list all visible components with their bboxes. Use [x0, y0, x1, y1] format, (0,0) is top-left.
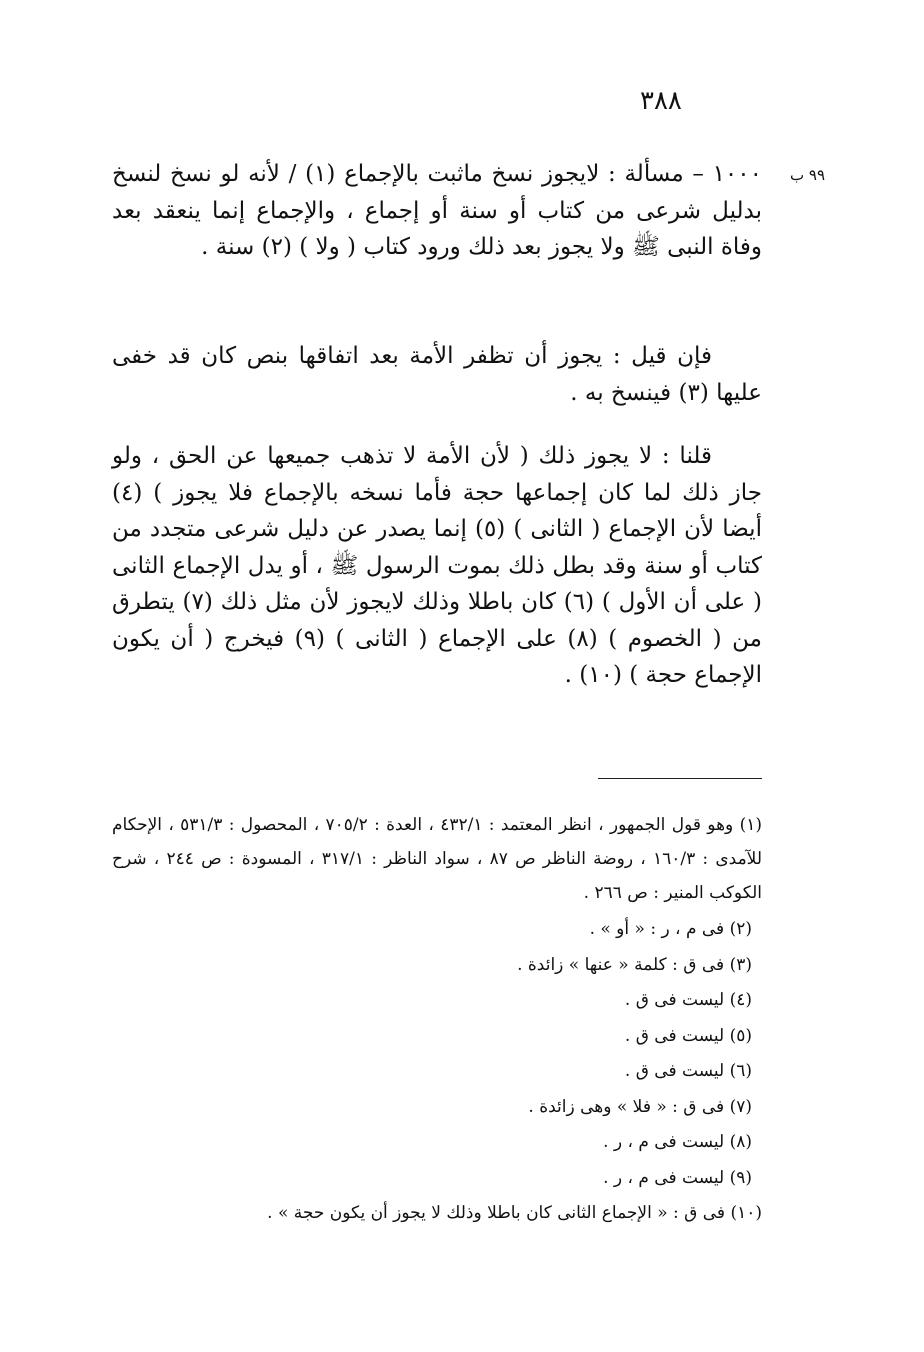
page-number: ٣٨٨ [640, 86, 682, 116]
footnote-5: (٥) ليست فى ق . [624, 1025, 752, 1046]
margin-folio-note: ٩٩ ب [790, 166, 826, 184]
footnote-10: (١٠) فى ق : « الإجماع الثانى كان باطلا وذلك لا يجوز أن يكون حجة » . [267, 1203, 762, 1223]
footnote-1: (١) وهو قول الجمهور ، انظر المعتمد : ٤٣٢/١ ، العدة : ٧٠٥/٢ ، المحصول : ٥٣١/٣ ، الإحكام للآمدى : ١٦٠/٣ ، روضة الناظر ص ٨٧ ، سواد الناظر : ٣١٧/١ ، المسودة : ص ٢٤٤ ، شرح الكوكب المنير : ص ٢٦٦ . [112, 815, 762, 903]
footnote-2: (٢) فى م ، ر : « أو » . [589, 919, 752, 939]
footnote-9: (٩) ليست فى م ، ر . [603, 1167, 752, 1188]
footnote-divider [598, 778, 762, 779]
paragraph-reply: قلنا : لا يجوز ذلك ( لأن الأمة لا تذهب جميعها عن الحق ، ولو جاز ذلك لما كان إجماعها حجة فأما نسخه بالإجماع فلا يجوز ) (٤) أيضا لأن الإجماع ( الثانى ) (٥) إنما يصدر عن دليل شرعى متجدد من كتاب أو سنة وقد بطل ذلك بموت الرسول ﷺ ، أو يدل الإجماع الثانى ( على أن الأول ) (٦) كان باطلا وذلك لايجوز لأن مثل ذلك (٧) يتطرق من ( الخصوم ) (٨) على الإجماع ( الثانى ) (٩) فيخرج ( أن يكون الإجماع حجة ) (١٠) . [112, 443, 762, 688]
footnote-7: (٧) فى ق : « فلا » وهى زائدة . [528, 1096, 752, 1117]
footnote-3: (٣) فى ق : كلمة « عنها » زائدة . [517, 954, 752, 975]
footnote-6: (٦) ليست فى ق . [624, 1061, 752, 1081]
paragraph-issue-1000: ١٠٠٠ – مسألة : لايجوز نسخ ماثبت بالإجماع (١) / لأنه لو نسخ لنسخ بدليل شرعى من كتاب أو سنة أو إجماع ، والإجماع إنما ينعقد بعد وفاة النبى ﷺ ولا يجوز بعد ذلك ورود كتاب ( ولا ) (٢) سنة . [112, 161, 762, 260]
footnote-8: (٨) ليست فى م ، ر . [603, 1132, 752, 1152]
footnote-4: (٤) ليست فى ق . [624, 990, 752, 1010]
paragraph-objection: فإن قيل : يجوز أن تظفر الأمة بعد اتفاقها بنص كان قد خفى عليها (٣) فينسخ به . [112, 343, 762, 406]
footnotes [112, 808, 762, 1232]
